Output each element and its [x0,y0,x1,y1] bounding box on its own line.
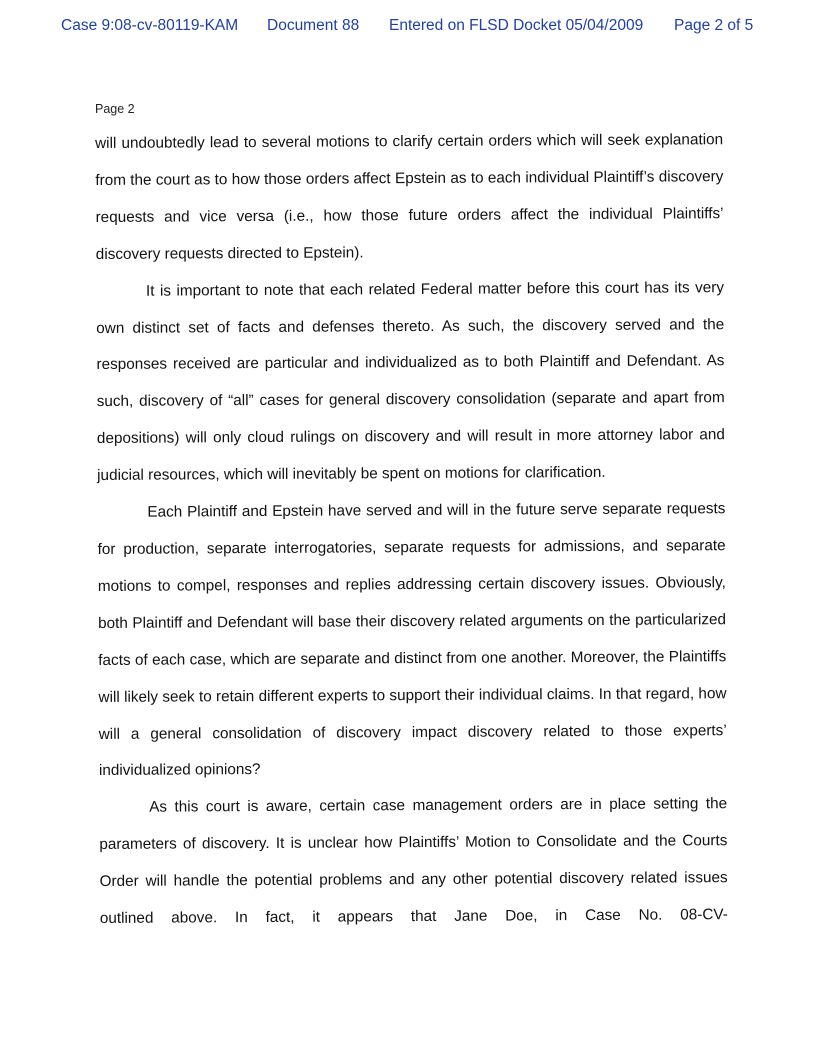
paragraph-distinct-facts: It is important to note that each related Federal matter before this court has its very own distinct set of facts and defenses thereto. As such, the discovery served and the responses received are particular and individualized as to both Plaintiff and Defendant. As such, discovery of “all” cases for general discovery consolidation (separate and apart from depositions) will only cloud rulings on discovery and will result in more attorney labor and judicial resources, which will inevitably be spent on motions for clarification. [96,278,725,485]
document-body [95,122,728,938]
paragraph-separate-requests: Each Plaintiff and Epstein have served and will in the future serve separate requests for production, separate interrogatories, separate requests for admissions, and separate motions to compel, responses and replies addressing certain discovery issues. Obviously, both Plaintiff and Defendant will base their discovery related arguments on the particularized facts of each case, which are separate and distinct from one another. Moreover, the Plaintiffs will likely seek to retain different experts to support their individual claims. In that regard, how will a general consolidation of discovery impact discovery related to those experts’ individualized opinions? [97,500,727,780]
header-case-number: Case 9:08-cv-80119-KAM [61,17,239,34]
header-page-count: Page 2 of 5 [674,17,754,34]
page-label: Page 2 [95,102,135,116]
docket-header [0,17,816,39]
paragraph-continuation: will undoubtedly lead to several motions to clarify certain orders which will seek explanation from the court as to how those orders affect Epstein as to each individual Plaintiff’s discovery requests and vice versa (i.e., how those future orders affect the individual Plaintiffs’ discovery requests directed to Epstein). [95,131,724,263]
paragraph-case-management: As this court is aware, certain case management orders are in place setting the parameters of discovery. It is unclear how Plaintiffs’ Motion to Consolidate and the Courts Order will handle the potential problems and any other potential discovery related issues outlined above. In fact, it appears that Jane Doe, in Case No. 08-CV- [99,795,728,928]
header-entered-date: Entered on FLSD Docket 05/04/2009 [389,17,644,34]
header-document-number: Document 88 [267,17,360,34]
